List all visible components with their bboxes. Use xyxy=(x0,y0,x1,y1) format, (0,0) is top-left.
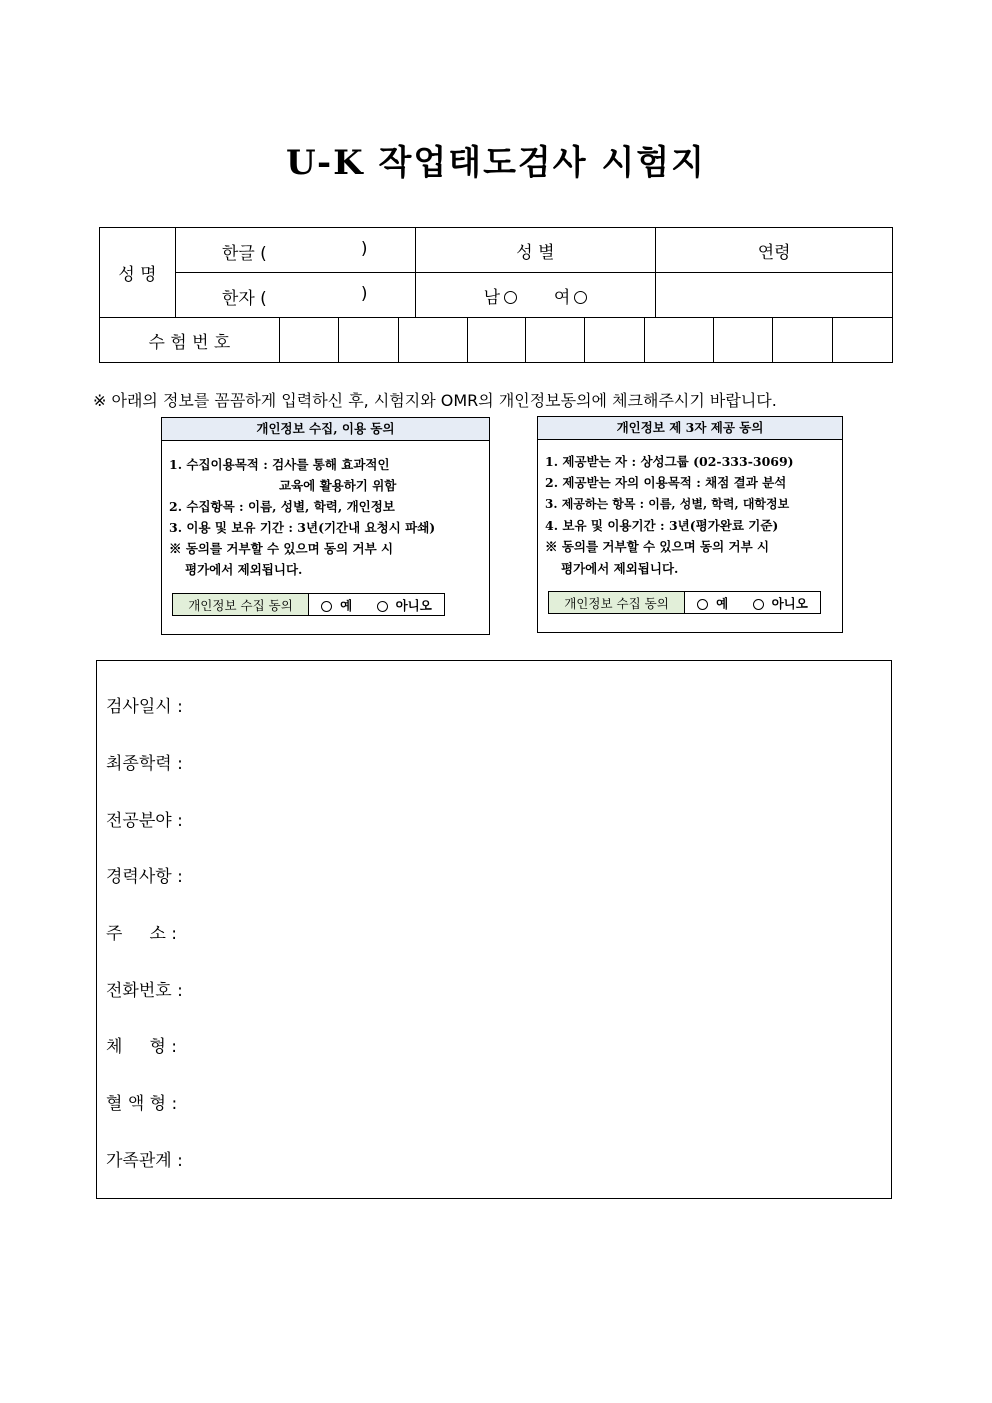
field-major[interactable]: 전공분야 : xyxy=(106,811,183,831)
hanja-label: 한자 ( xyxy=(221,289,267,309)
consent-line: 1. 제공받는 자 : 상성그룹 (02-333-3069) xyxy=(545,454,794,469)
hanja-close: ) xyxy=(360,284,368,304)
exam-digit-cell[interactable] xyxy=(585,318,645,363)
exam-digit-cell[interactable] xyxy=(773,318,833,363)
consent-collection-yes[interactable]: 예 xyxy=(321,596,352,614)
field-phone[interactable]: 전화번호 : xyxy=(106,981,183,1001)
age-label: 연령 xyxy=(656,228,893,273)
field-body-type[interactable]: 체 형 : xyxy=(106,1037,177,1057)
exam-digit-cell[interactable] xyxy=(279,318,338,363)
field-career[interactable]: 경력사항 : xyxy=(106,867,183,887)
consent-line: 3. 이용 및 보유 기간 : 3년(기간내 요청시 파쇄) xyxy=(169,520,436,535)
consent-collection-checkbox-row xyxy=(172,593,445,616)
hanja-name-field[interactable] xyxy=(175,273,415,318)
hangul-label: 한글 ( xyxy=(221,244,267,264)
exam-digit-cell[interactable] xyxy=(338,318,398,363)
consent-collection-title: 개인정보 수집, 이용 동의 xyxy=(162,418,489,441)
field-family[interactable]: 가족관계 : xyxy=(106,1151,183,1171)
applicant-info-table xyxy=(99,227,893,318)
consent-line: 평가에서 제외됩니다. xyxy=(561,561,679,576)
consent-third-party-yes[interactable]: 예 xyxy=(697,594,728,612)
consent-third-party-no[interactable]: 아니오 xyxy=(753,594,808,612)
female-radio-icon xyxy=(574,291,587,304)
radio-circle-icon xyxy=(377,601,388,612)
radio-circle-icon xyxy=(753,599,764,610)
gender-male-option[interactable]: 남 xyxy=(484,288,523,308)
consent-line: 3. 제공하는 항목 : 이름, 성별, 학력, 대학정보 xyxy=(545,497,790,511)
exam-digit-cell[interactable] xyxy=(467,318,526,363)
hangul-name-field[interactable] xyxy=(175,228,415,273)
gender-female-option[interactable]: 여 xyxy=(554,288,587,308)
radio-circle-icon xyxy=(321,601,332,612)
exam-digit-cell[interactable] xyxy=(526,318,585,363)
consent-line: 평가에서 제외됩니다. xyxy=(185,562,303,577)
male-radio-icon xyxy=(504,291,517,304)
consent-third-party-checkbox-row xyxy=(548,591,821,614)
gender-options xyxy=(415,273,656,318)
field-address[interactable]: 주 소 : xyxy=(106,924,177,944)
field-blood-type[interactable]: 혈 액 형 : xyxy=(106,1094,178,1114)
consent-collection-label: 개인정보 수집 동의 xyxy=(173,594,309,615)
instruction-note: ※ 아래의 정보를 꼼꼼하게 입력하신 후, 시험지와 OMR의 개인정보동의에 체크해주시기 바랍니다. xyxy=(93,391,777,410)
exam-number-table xyxy=(99,317,893,363)
exam-digit-cell[interactable] xyxy=(833,318,893,363)
consent-third-party-title: 개인정보 제 3자 제공 동의 xyxy=(538,417,842,440)
exam-digit-cell[interactable] xyxy=(714,318,773,363)
consent-line: ※ 동의를 거부할 수 있으며 동의 거부 시 xyxy=(545,539,770,554)
page-title: U-K 작업태도검사 시험지 xyxy=(286,143,706,183)
field-education[interactable]: 최종학력 : xyxy=(106,754,183,774)
exam-digit-cell[interactable] xyxy=(398,318,467,363)
consent-line: 4. 보유 및 이용기간 : 3년(평가완료 기준) xyxy=(545,518,779,533)
consent-line: ※ 동의를 거부할 수 있으며 동의 거부 시 xyxy=(169,541,394,556)
consent-third-party-label: 개인정보 수집 동의 xyxy=(549,592,685,613)
consent-line: 교육에 활용하기 위함 xyxy=(279,478,397,493)
field-exam-date[interactable]: 검사일시 : xyxy=(106,697,183,717)
consent-line: 2. 수집항목 : 이름, 성별, 학력, 개인정보 xyxy=(169,499,395,514)
consent-line: 1. 수집이용목적 : 검사를 통해 효과적인 xyxy=(169,457,390,472)
radio-circle-icon xyxy=(697,599,708,610)
age-field[interactable] xyxy=(656,273,893,318)
exam-digit-cell[interactable] xyxy=(645,318,714,363)
personal-info-box xyxy=(96,660,892,1199)
hangul-close: ) xyxy=(360,239,368,259)
consent-line: 2. 제공받는 자의 이용목적 : 채점 결과 분석 xyxy=(545,475,787,490)
consent-collection-no[interactable]: 아니오 xyxy=(377,596,432,614)
name-label: 성 명 xyxy=(100,228,176,318)
consent-third-party-box xyxy=(537,416,843,633)
consent-collection-box xyxy=(161,417,490,635)
exam-number-label: 수 험 번 호 xyxy=(100,318,280,363)
gender-label: 성 별 xyxy=(415,228,656,273)
